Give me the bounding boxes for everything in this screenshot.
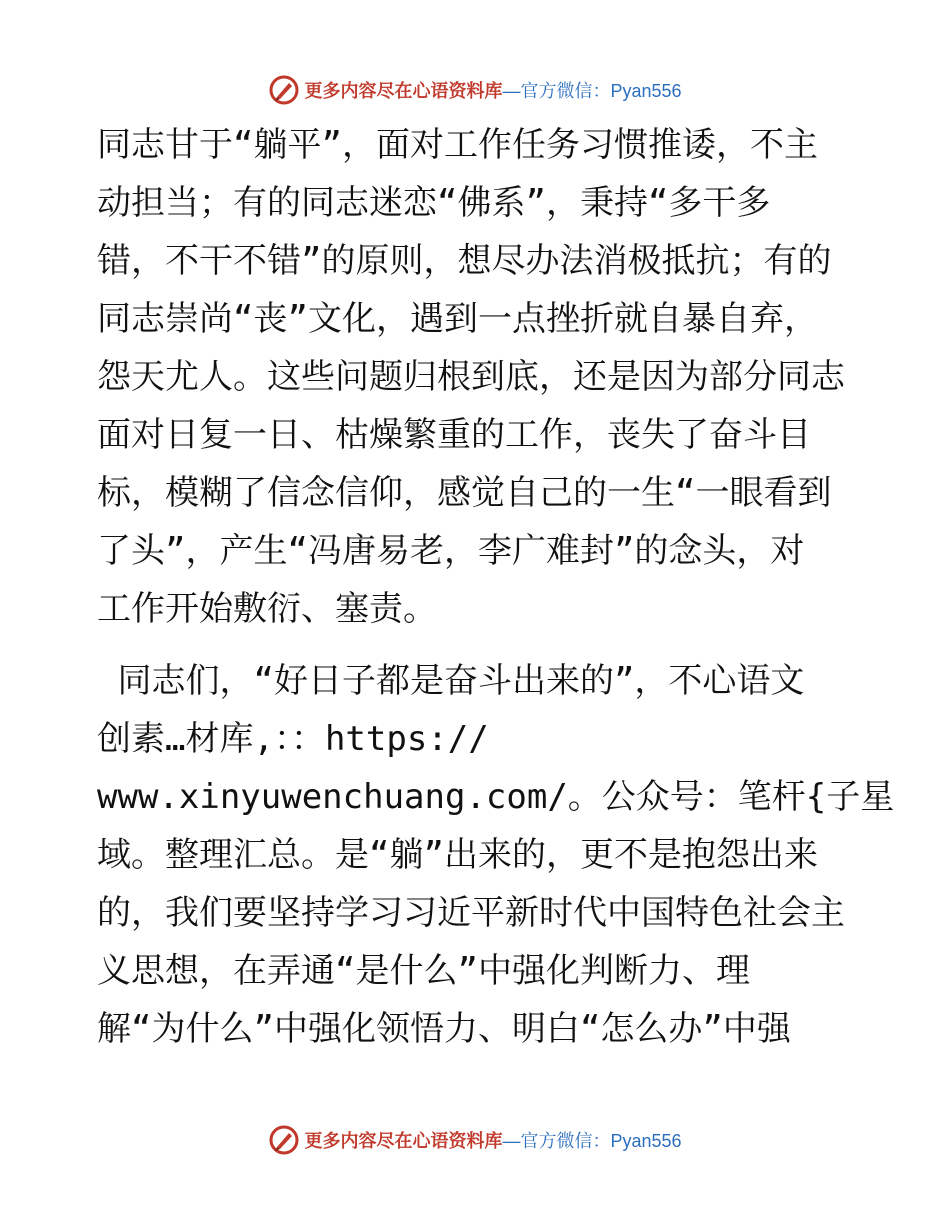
paragraph-1-line-9: 工作开始敷衍、塞责。 (97, 589, 437, 629)
document-body (97, 116, 895, 1058)
paragraph-1-line-1: 同志甘于“躺平”，面对工作任务习惯推诿，不主 (97, 125, 818, 165)
paragraph-1-line-5: 怨天尤人。这些问题归根到底，还是因为部分同志 (97, 357, 845, 397)
paragraph-1-line-6: 面对日复一日、枯燥繁重的工作，丧失了奋斗目 (97, 415, 811, 455)
paragraph-gap (97, 638, 857, 652)
paragraph-1-line-4: 同志崇尚“丧”文化，遇到一点挫折就自暴自弃， (97, 299, 818, 339)
header-banner-wechat: —官方微信：Pyan556 (502, 81, 682, 101)
paragraph-2-line-2: 创素…材库,：：https:// (97, 719, 489, 759)
paragraph-1-line-2: 动担当；有的同志迷恋“佛系”，秉持“多干多 (97, 183, 771, 223)
paragraph-2-line-7: 解“为什么”中强化领悟力、明白“怎么办”中强 (97, 1009, 791, 1049)
paragraph-1-line-7: 标，模糊了信念信仰，感觉自己的一生“一眼看到 (97, 473, 832, 513)
paragraph-2-line-5: 的，我们要坚持学习习近平新时代中国特色社会主 (97, 893, 845, 933)
pen-logo-icon (268, 74, 300, 106)
paragraph-1-line-8: 了头”，产生“冯唐易老，李广难封”的念头，对 (97, 531, 805, 571)
paragraph-1-line-3: 错，不干不错”的原则，想尽办法消极抵抗；有的 (97, 241, 832, 281)
paragraph-2-line-3: www.xinyuwenchuang.com/。公众号：笔杆{子星 (97, 777, 895, 817)
paragraph-2-line-4: 域。整理汇总。是“躺”出来的，更不是抱怨出来 (97, 835, 818, 875)
footer-banner (0, 1120, 950, 1160)
paragraph-2-line-1: 同志们，“好日子都是奋斗出来的”，不心语文 (97, 661, 805, 701)
header-banner (0, 70, 950, 110)
footer-banner-wechat: —官方微信：Pyan556 (502, 1131, 682, 1151)
pen-logo-icon (268, 1124, 300, 1156)
footer-banner-title: 更多内容尽在心语资料库 (304, 1131, 503, 1152)
header-banner-title: 更多内容尽在心语资料库 (304, 81, 503, 102)
paragraph-2-line-6: 义思想，在弄通“是什么”中强化判断力、理 (97, 951, 750, 991)
